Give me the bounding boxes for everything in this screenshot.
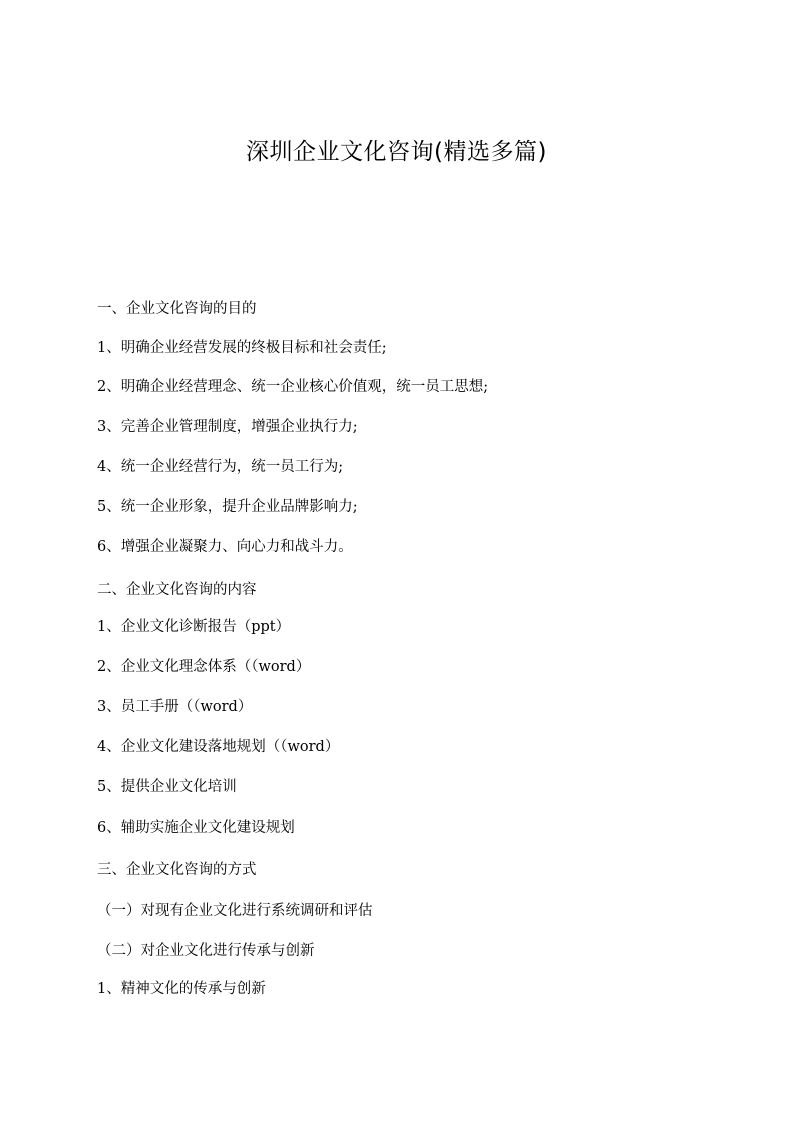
document-title: 深圳企业文化咨询(精选多篇) (246, 139, 547, 165)
list-item: 6、增强企业凝聚力、向心力和战斗力。 (97, 539, 353, 555)
list-item: 3、完善企业管理制度，增强企业执行力; (97, 419, 358, 435)
list-item: 1、精神文化的传承与创新 (97, 981, 266, 997)
section-heading-purpose: 一、企业文化咨询的目的 (97, 301, 257, 317)
list-item: 2、企业文化理念体系（（word） (97, 659, 311, 675)
sub-heading: （二）对企业文化进行传承与创新 (97, 943, 315, 959)
list-item: 5、提供企业文化培训 (97, 779, 237, 795)
list-item: 5、统一企业形象，提升企业品牌影响力; (97, 499, 358, 515)
sub-heading: （一）对现有企业文化进行系统调研和评估 (97, 903, 373, 919)
list-item: 1、企业文化诊断报告（ppt） (97, 619, 291, 635)
section-heading-method: 三、企业文化咨询的方式 (97, 862, 257, 878)
list-item: 3、员工手册（（word） (97, 699, 253, 715)
list-item: 4、统一企业经营行为，统一员工行为; (97, 459, 344, 475)
section-heading-content: 二、企业文化咨询的内容 (97, 582, 257, 598)
list-item: 4、企业文化建设落地规划（（word） (97, 739, 340, 755)
list-item: 1、明确企业经营发展的终极目标和社会责任; (97, 340, 387, 356)
list-item: 6、辅助实施企业文化建设规划 (97, 820, 295, 836)
list-item: 2、明确企业经营理念、统一企业核心价值观，统一员工思想; (97, 379, 489, 395)
